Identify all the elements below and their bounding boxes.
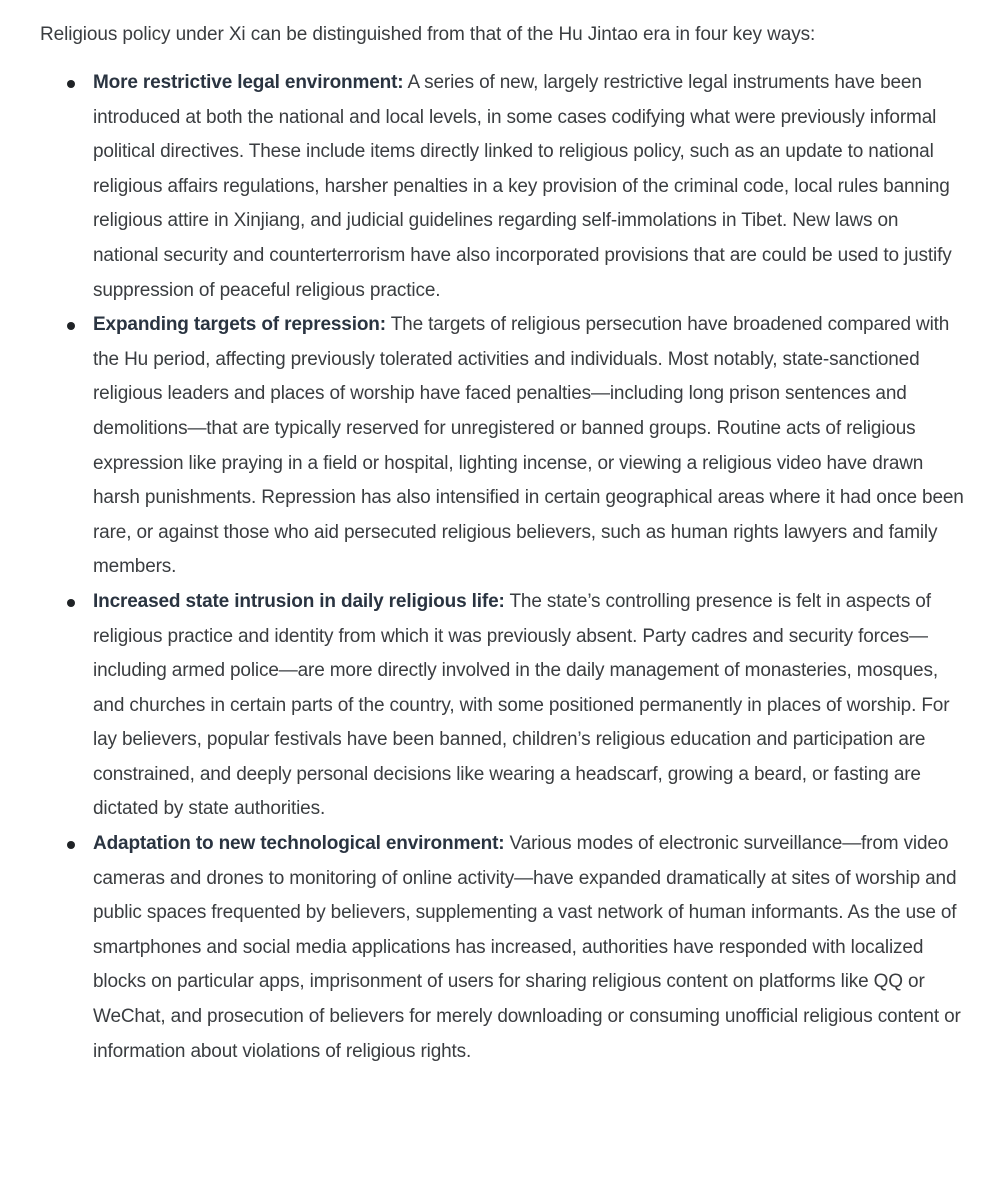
list-item-heading: Increased state intrusion in daily religious life: bbox=[93, 590, 505, 612]
list-item bbox=[40, 827, 966, 1069]
intro-paragraph: Religious policy under Xi can be distinguished from that of the Hu Jintao era in four key ways: bbox=[40, 24, 816, 45]
list-item bbox=[40, 66, 966, 308]
list-item-heading: Adaptation to new technological environment: bbox=[93, 833, 505, 855]
list-item-heading: Expanding targets of repression: bbox=[93, 314, 386, 336]
list-item bbox=[40, 585, 966, 827]
list-item-text: The state’s controlling presence is felt in aspects of religious practice and identity from which it was previously absent. Party cadres and security forces—including armed police—are more directly involved in the daily management of monasteries, mosques, and churches in certain parts of the country, with some positioned permanently in places of worship. For lay believers, popular festivals have been banned, children’s religious education and participation are constrained, and deeply personal decisions like wearing a headscarf, growing a beard, or fasting are dictated by state authorities. bbox=[93, 590, 950, 820]
list-item-heading: More restrictive legal environment: bbox=[93, 72, 404, 93]
list-item-text: A series of new, largely restrictive legal instruments have been introduced at both the national and local levels, in some cases codifying what were previously informal political directives. These include items directly linked to religious policy, such as an update to national religious affairs regulations, harsher penalties in a key provision of the criminal code, local rules banning religious attire in Xinjiang, and judicial guidelines regarding self-immolations in Tibet. New laws on national security and counterterrorism have also incorporated provisions that are could be used to justify suppression of peaceful religious practice. bbox=[93, 72, 952, 301]
bullet-icon bbox=[67, 599, 75, 607]
bullet-icon bbox=[67, 322, 75, 330]
list-item-text: The targets of religious persecution have broadened compared with the Hu period, affecting previously tolerated activities and individuals. Most notably, state-sanctioned religious leaders and places of worship have faced penalties—including long prison sentences and demolitions—that are typically reserved for unregistered or banned groups. Routine acts of religious expression like praying in a field or hospital, lighting incense, or viewing a religious video have drawn harsh punishments. Repression has also intensified in certain geographical areas where it had once been rare, or against those who aid persecuted religious believers, such as human rights lawyers and family members. bbox=[93, 314, 964, 578]
list-item bbox=[40, 308, 966, 585]
bullet-icon bbox=[67, 80, 75, 88]
list-item-text: Various modes of electronic surveillance—from video cameras and drones to monitoring of online activity—have expanded dramatically at sites of worship and public spaces frequented by believers, supplementing a vast network of human informants. As the use of smartphones and social media applications has increased, authorities have responded with localized blocks on particular apps, imprisonment of users for sharing religious content on platforms like QQ or WeChat, and prosecution of believers for merely downloading or consuming unofficial religious content or information about violations of religious rights. bbox=[93, 833, 961, 1062]
bullet-icon bbox=[67, 841, 75, 849]
key-ways-list bbox=[40, 66, 966, 1069]
